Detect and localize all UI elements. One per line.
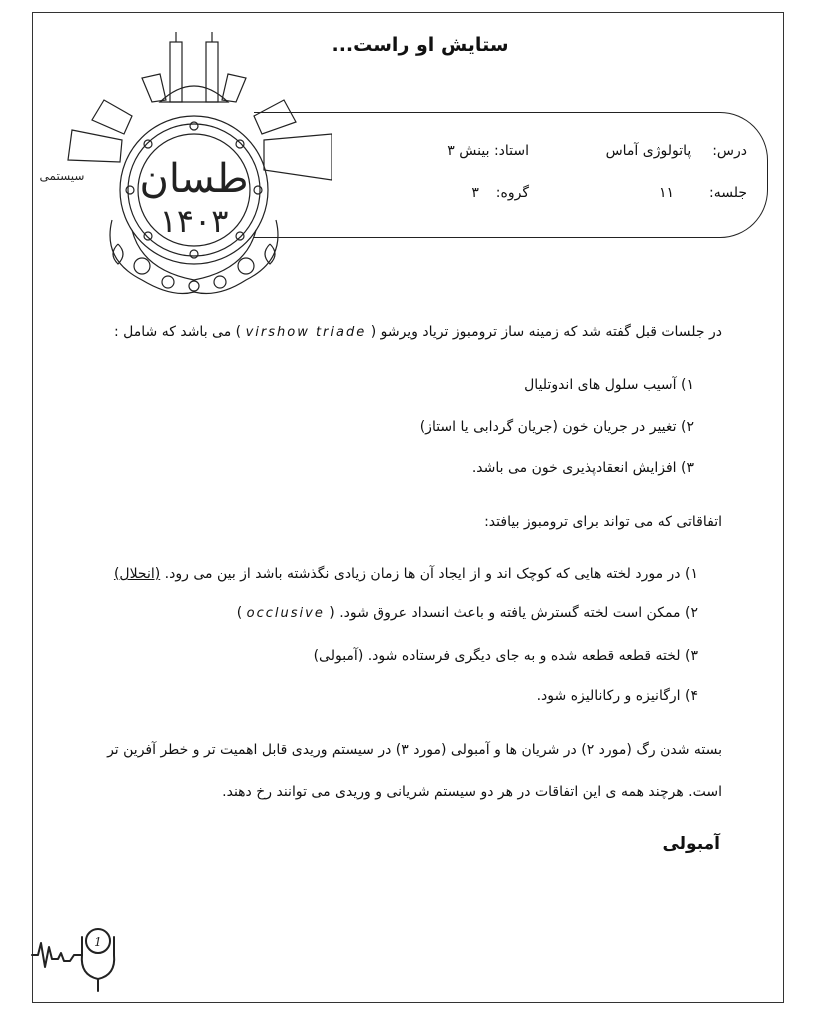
item-note: (انحلال) [113,566,161,582]
item-text: آسیب سلول های اندوتلیال [524,377,677,393]
item-text: ارگانیزه و رکانالیزه شود. [536,688,681,704]
teacher-row [447,143,529,159]
session-value: ۱۱ [659,185,675,201]
item-number: ۳) [681,460,694,476]
logo-caption: سیستمی [39,169,85,183]
page-title: ستایش او راست... [331,34,509,56]
group-label: گروه: [495,185,529,201]
subject-row [606,143,747,159]
item-number: ۲) [681,419,694,435]
item-number: ۱) [685,566,698,582]
summary-line-2: است. هرچند همه ی این اتفاقات در هر دو سیستم شریانی و وریدی می توانند رخ دهند. [222,784,722,800]
intro-paragraph [114,324,722,341]
list-item [472,460,694,477]
subject-label: درس: [712,143,747,159]
group-value: ۳ [471,185,479,201]
list-item [537,688,698,705]
session-row [659,185,747,201]
item-text: لخته قطعه قطعه شده و به جای دیگری فرستاده شود. (آمبولی) [313,648,681,664]
subject-value: پاتولوژی آماس [605,143,692,159]
item-number: ۲) [685,605,698,621]
item-number: ۳) [685,648,698,664]
teacher-value: بینش ۳ [447,143,490,159]
list-item [314,648,698,665]
intro-text-after: ) می باشد که شامل : [114,324,242,340]
intro-latin-term: virshow triade [245,325,367,340]
list-item [420,419,694,436]
group-row [471,185,529,201]
intro-text-before: در جلسات قبل گفته شد که زمینه ساز ترومبوز تریاد ویرشو ( [370,324,722,340]
logo-name: طسان [139,156,249,202]
page-number: 1 [94,935,102,949]
teacher-label: استاد: [493,143,529,159]
item-text: افزایش انعقادپذیری خون می باشد. [471,460,677,476]
item-number: ۱) [681,377,694,393]
session-label: جلسه: [708,185,747,201]
item-text: تغییر در جریان خون (جریان گردابی یا استاز) [419,419,677,435]
stethoscope-icon [30,915,140,995]
course-info-box [254,112,768,238]
item-text: ممکن است لخته گسترش یافته و باعث انسداد عروق شود. ( [329,605,681,621]
item-latin-term: occlusive [246,606,325,621]
list-item [524,377,694,394]
item-close-paren: ) [236,605,243,621]
section-heading: آمبولی [662,834,720,854]
list-item [237,605,698,622]
summary-line-1: بسته شدن رگ (مورد ۲) در شریان ها و آمبولی (مورد ۳) در سیستم وریدی قابل اهمیت تر و خطر آفرین تر [107,742,722,758]
logo-year: ۱۴۰۳ [159,202,229,240]
item-number: ۴) [685,688,698,704]
item-text: در مورد لخته هایی که کوچک اند و از ایجاد آن ها زمان زیادی نگذشته باشد از بین می رود. [164,566,681,582]
events-intro: اتفاقاتی که می تواند برای ترومبوز بیافتد: [484,514,722,530]
list-item [114,566,698,583]
